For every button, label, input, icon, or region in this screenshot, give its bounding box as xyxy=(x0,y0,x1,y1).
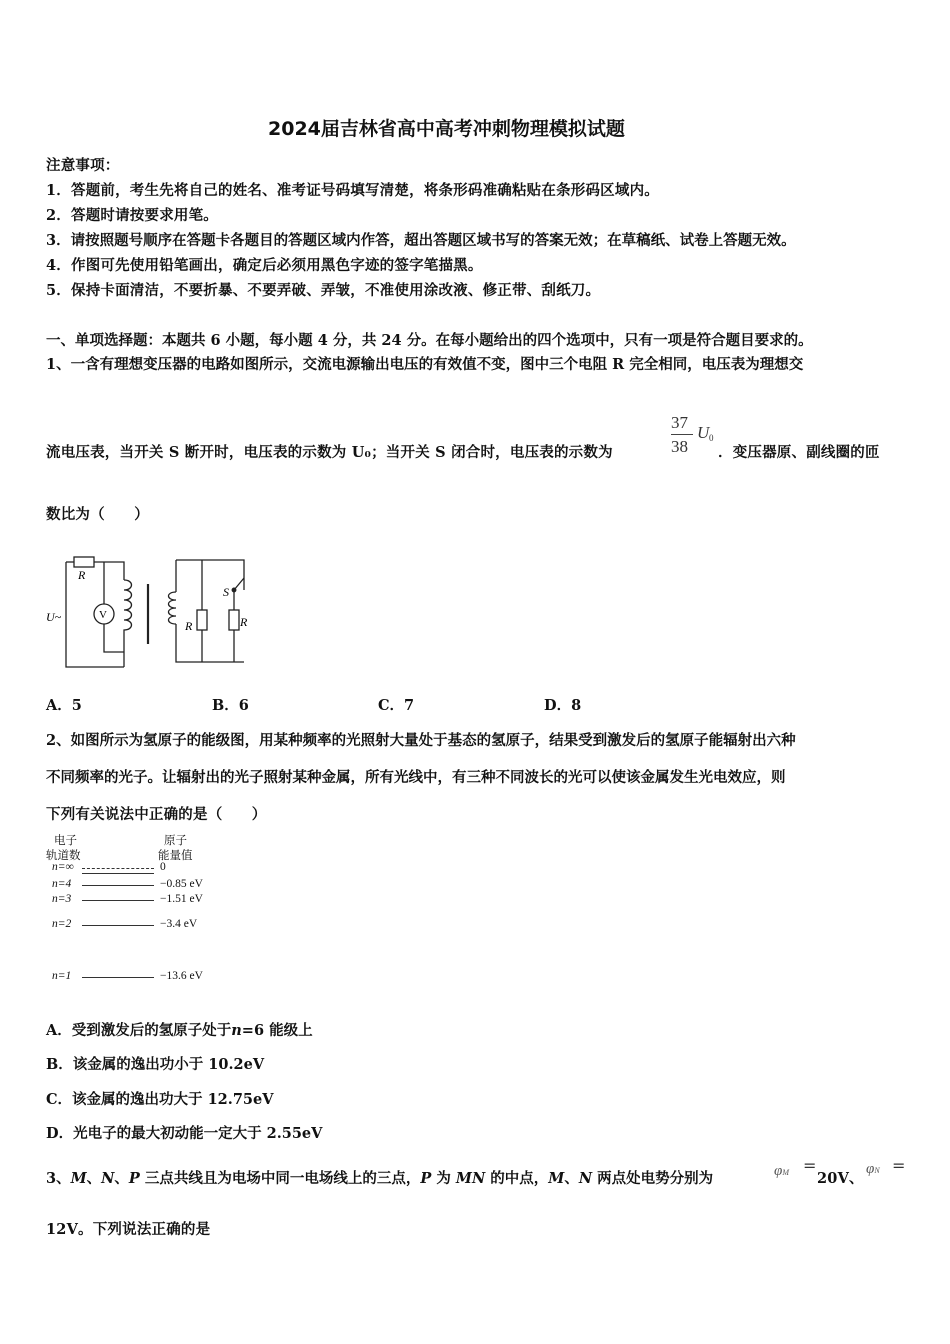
q2-option-a-suffix: =6 能级上 xyxy=(241,1022,313,1039)
q1-line-1: 1、一含有理想变压器的电路如图所示，交流电源输出电压的有效值不变，图中三个电阻 R 完全相同，电压表为理想交 xyxy=(46,356,804,373)
diagram-right-header-1: 原子 xyxy=(164,835,187,847)
diagram-left-header-2: 轨道数 xyxy=(46,850,81,862)
resistor-top xyxy=(74,557,94,567)
q2-option-c: C．该金属的逸出功大于 12.75eV xyxy=(46,1091,274,1108)
level-line-n5 xyxy=(82,873,154,874)
q3-n: N xyxy=(101,1170,115,1187)
q1-line-2b: ．变压器原、副线圈的匝 xyxy=(718,444,880,461)
diagram-right-header-2: 能量值 xyxy=(158,850,193,862)
level-label-inf: n=∞ xyxy=(52,861,74,873)
level-line-inf xyxy=(82,868,154,869)
q3-text-1: 三点共线且为电场中同一电场线上的三点， xyxy=(139,1170,421,1187)
label-r-top: R xyxy=(78,568,86,582)
level-label-n2: n=2 xyxy=(52,918,72,930)
q3-sep-2: 、 xyxy=(114,1170,129,1187)
q3-sep-3: 、 xyxy=(564,1170,579,1187)
fraction-symbol: U xyxy=(697,423,710,442)
q3-value-1: 20V、 xyxy=(817,1170,864,1187)
q3-mn: MN xyxy=(455,1170,486,1187)
level-line-n2 xyxy=(82,925,154,926)
q2-line-1: 2、如图所示为氢原子的能级图，用某种频率的光照射大量处于基态的氢原子，结果受到激发后的氢原子能辐射出六种 xyxy=(46,732,796,749)
q3-text-4: 两点处电势分别为 xyxy=(592,1170,714,1187)
label-voltmeter: V xyxy=(99,609,107,621)
q2-option-a-n: n xyxy=(231,1022,242,1039)
notice-item-4: 4．作图可先使用铅笔画出，确定后必须用黑色字迹的签字笔描黑。 xyxy=(46,257,483,274)
section-heading: 一、单项选择题：本题共 6 小题，每小题 4 分，共 24 分。在每小题给出的四个选项中，只有一项是符合题目要求的。 xyxy=(46,332,813,349)
q1-line-2a: 流电压表，当开关 S 断开时，电压表的示数为 U₀；当开关 S 闭合时，电压表的示数为 xyxy=(46,444,613,461)
q1-line-3: 数比为（ ） xyxy=(46,506,149,523)
notice-heading: 注意事项： xyxy=(46,157,120,174)
level-line-n1 xyxy=(82,977,154,978)
q1-option-a: A．5 xyxy=(46,697,82,714)
q3-p-2: P xyxy=(420,1170,432,1187)
q3-text-3: 的中点， xyxy=(485,1170,549,1187)
q3-m: M xyxy=(70,1170,87,1187)
label-r-right: R xyxy=(240,615,248,629)
phi-m-symbol: φ xyxy=(774,1163,783,1179)
q3-prefix: 3、 xyxy=(46,1170,71,1187)
level-label-n3: n=3 xyxy=(52,893,72,905)
q2-line-3: 下列有关说法中正确的是（ ） xyxy=(46,806,267,823)
label-u-source: U~ xyxy=(46,610,62,624)
level-label-n1: n=1 xyxy=(52,970,72,982)
q3-phi-n xyxy=(866,1158,880,1178)
level-value-n2: −3.4 eV xyxy=(160,918,198,930)
label-switch: S xyxy=(223,585,229,599)
fraction-denominator: 38 xyxy=(671,437,688,456)
fraction-bar xyxy=(671,434,693,435)
resistor-left xyxy=(197,610,207,630)
energy-level-diagram xyxy=(44,830,244,990)
q3-p: P xyxy=(128,1170,140,1187)
q3-equals-1: = xyxy=(803,1156,817,1175)
label-r-left: R xyxy=(185,619,193,633)
q3-phi-m xyxy=(774,1160,789,1180)
fraction-numerator: 37 xyxy=(671,413,688,432)
level-value-n4: −0.85 eV xyxy=(160,878,203,890)
level-value-n3: −1.51 eV xyxy=(160,893,203,905)
level-value-n1: −13.6 eV xyxy=(160,970,203,982)
q2-option-a xyxy=(46,1019,313,1040)
q2-option-d: D．光电子的最大初动能一定大于 2.55eV xyxy=(46,1125,323,1142)
q2-line-2: 不同频率的光子。让辐射出的光子照射某种金属，所有光线中，有三种不同波长的光可以使该金属发生光电效应，则 xyxy=(46,769,786,786)
q3-line-2: 12V。下列说法正确的是 xyxy=(46,1221,211,1238)
level-value-inf: 0 xyxy=(160,861,166,873)
q3-sep-1: 、 xyxy=(86,1170,102,1187)
resistor-right xyxy=(229,610,239,630)
phi-m-subscript: M xyxy=(782,1168,789,1177)
notice-item-2: 2．答题时请按要求用笔。 xyxy=(46,207,218,224)
q3-n-2: N xyxy=(578,1170,593,1187)
q2-option-a-prefix: A．受到激发后的氢原子处于 xyxy=(46,1022,232,1039)
phi-n-subscript: N xyxy=(874,1166,880,1175)
notice-item-1: 1．答题前，考生先将自己的姓名、准考证号码填写清楚，将条形码准确粘贴在条形码区域内。 xyxy=(46,182,659,199)
phi-n-symbol: φ xyxy=(866,1161,875,1177)
q1-option-d: D．8 xyxy=(544,697,582,714)
level-line-n4 xyxy=(82,885,154,886)
q1-option-c: C．7 xyxy=(378,697,415,714)
level-label-n4: n=4 xyxy=(52,878,72,890)
notice-item-5: 5．保持卡面清洁，不要折暴、不要弄破、弄皱，不准使用涂改液、修正带、刮纸刀。 xyxy=(46,282,601,299)
level-line-n3 xyxy=(82,900,154,901)
q3-m-2: M xyxy=(548,1170,565,1187)
page-title: 2024届吉林省高中高考冲刺物理模拟试题 xyxy=(268,118,625,140)
q1-circuit-diagram xyxy=(44,552,254,672)
q3-line-1 xyxy=(46,1167,713,1188)
q2-option-b: B．该金属的逸出功小于 10.2eV xyxy=(46,1056,265,1073)
diagram-left-header-1: 电子 xyxy=(54,835,77,847)
q3-text-2: 为 xyxy=(431,1170,456,1187)
q1-option-b: B．6 xyxy=(212,697,249,714)
fraction-subscript: 0 xyxy=(709,433,714,443)
q3-equals-2: = xyxy=(892,1156,906,1175)
notice-item-3: 3．请按照题号顺序在答题卡各题目的答题区域内作答，超出答题区域书写的答案无效；在草稿纸、试卷上答题无效。 xyxy=(46,232,796,249)
